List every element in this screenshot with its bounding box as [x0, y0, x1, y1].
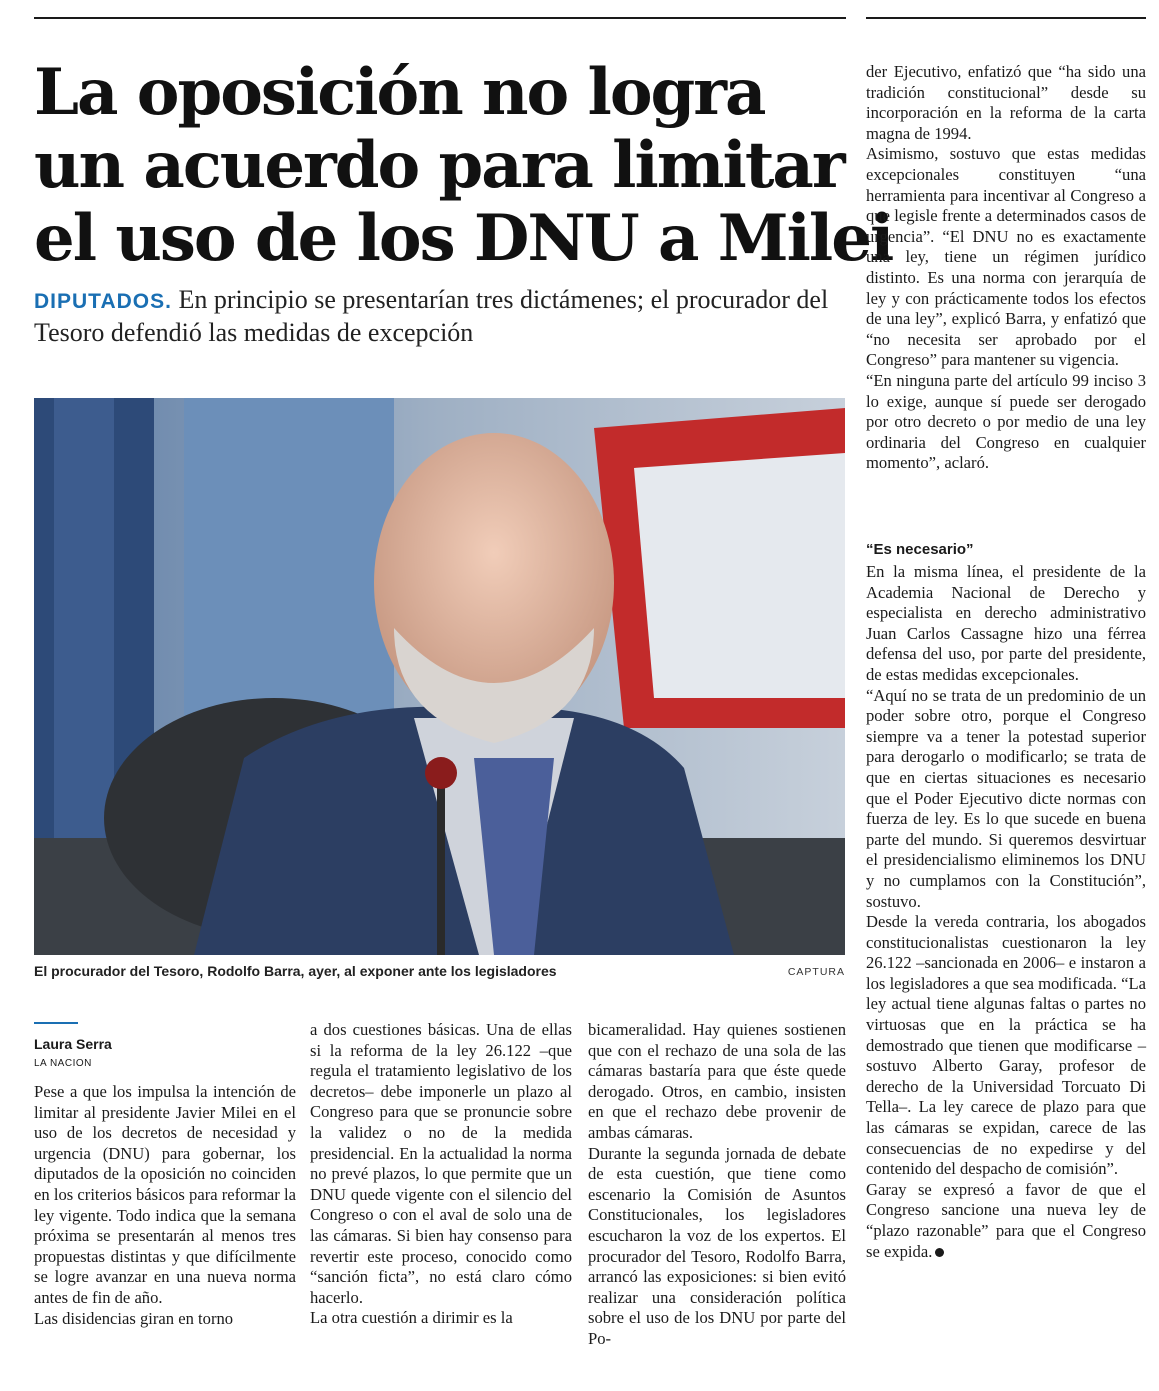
deck-text: En principio se presentarían tres dictámenes; el procurador del Tesoro defendió las medidas de excepción	[34, 285, 829, 347]
headline-line-1: La oposición no logra	[34, 55, 765, 130]
top-rule	[34, 17, 846, 19]
column-4-top: der Ejecutivo, enfatizó que “ha sido una tradición constitucional” desde su incorporación en la reforma de la carta magna de 1994. Asimismo, sostuvo que estas medidas excepcionales constituyen “una herramienta para incentivar al Congreso a que legisle frente a determinados casos de urgencia”. “El DNU no es exactamente una ley, tiene un régimen jurídico distinto. Es una norma con jerarquía de ley y con prácticamente todos los efectos de una ley”, explicó Barra, y enfatizó que “no necesita ser aprobado por el Congreso” para mantener su vigencia. “En ninguna parte del artículo 99 inciso 3 lo exige, aunque sí puede ser derogado por otro decreto o por medio de una ley ordinaria del Congreso en cualquier momento”, aclaró.	[866, 62, 1146, 473]
headline-line-2: un acuerdo para limitar	[34, 128, 844, 203]
photo-caption: El procurador del Tesoro, Rodolfo Barra, ayer, al exponer ante los legisladores	[34, 963, 557, 979]
column-4-bottom-text: En la misma línea, el presidente de la Academia Nacional de Derecho y especialista en derecho administrativo Juan Carlos Cassagne hizo una férrea defensa del uso, por parte del presidente, de estas medidas excepcionales. “Aquí no se trata de un predominio de un poder sobre otro, porque el Congreso siempre va a tener la potestad superior para derogarlo o modificarlo; se trata de que en ciertas situaciones es necesario que el Poder Ejecutivo dicte normas con fuerza de ley. Es lo que sucede en buena parte del mundo. Si queremos desvirtuar el presidencialismo eliminemos los DNU y no cumplamos con la Constitución”, sostuvo. Desde la vereda contraria, los abogados constitucionalistas cuestionaron la ley 26.122 –sancionada en 2006– e instaron a los legisladores a que sea modificada. “La ley actual tiene algunas faltas o partes no virtuosas que en la práctica se ha demostrado que tienen que modificarse –sostuvo Alberto Garay, profesor de derecho de la Universidad Torcuato Di Tella–. La ley carece de plazo para que las cámaras se expidan, carece de las consecuencias de no expedirse y del contenido del despacho de comisión”. Garay se expresó a favor de que el Congreso sancione una nueva ley de “plazo razonable” para que el Congreso se expida.	[866, 562, 1146, 1261]
column-1: Pese a que los impulsa la intención de limitar al presidente Javier Milei en el uso de los decretos de necesidad y urgencia (DNU) para gobernar, los diputados de la oposición no coinciden en los criterios básicos para reformar la ley vigente. Todo indica que la semana próxima se presentarán al menos tres propuestas distintas y que difícilmente se logre avanzar en una nueva norma antes de fin de año. Las disidencias giran en torno	[34, 1082, 296, 1328]
subhead: “Es necesario”	[866, 541, 974, 558]
top-rule-right	[866, 17, 1146, 19]
deck-kicker: DIPUTADOS.	[34, 290, 172, 313]
deck	[34, 284, 844, 348]
byline-org: LA NACION	[34, 1058, 92, 1069]
byline-author: Laura Serra	[34, 1036, 112, 1052]
column-4-bottom	[866, 562, 1146, 1262]
column-3: bicameralidad. Hay quienes sostienen que con el rechazo de una sola de las cámaras bastaría para que éste quede derogado. Otros, en cambio, insisten en que el rechazo debe provenir de ambas cámaras. Durante la segunda jornada de debate de esta cuestión, que tiene como escenario la Comisión de Asuntos Constitucionales, los legisladores escucharon la voz de los expertos. El procurador del Tesoro, Rodolfo Barra, arrancó las exposiciones: si bien evitó realizar una consideración política sobre el uso de los DNU por parte del Po-	[588, 1020, 846, 1348]
photo-illustration	[34, 398, 845, 955]
headline	[34, 55, 893, 276]
end-mark-icon	[935, 1248, 944, 1257]
column-2: a dos cuestiones básicas. Una de ellas si la reforma de la ley 26.122 –que regula el tratamiento legislativo de los decretos– debe imponerle un plazo al Congreso para que se pronuncie sobre la validez o no de la medida presidencial. En la actualidad la norma no prevé plazos, lo que permite que un DNU quede vigente con el silencio del Congreso o con el aval de solo una de las cámaras. Si bien hay consenso para revertir este proceso, conocido como “sanción ficta”, no está claro cómo hacerlo. La otra cuestión a dirimir es la	[310, 1020, 572, 1328]
article-photo	[34, 398, 845, 955]
photo-credit: CAPTURA	[787, 966, 845, 978]
byline-rule	[34, 1022, 78, 1024]
headline-line-3: el uso de los DNU a Milei	[34, 201, 893, 276]
